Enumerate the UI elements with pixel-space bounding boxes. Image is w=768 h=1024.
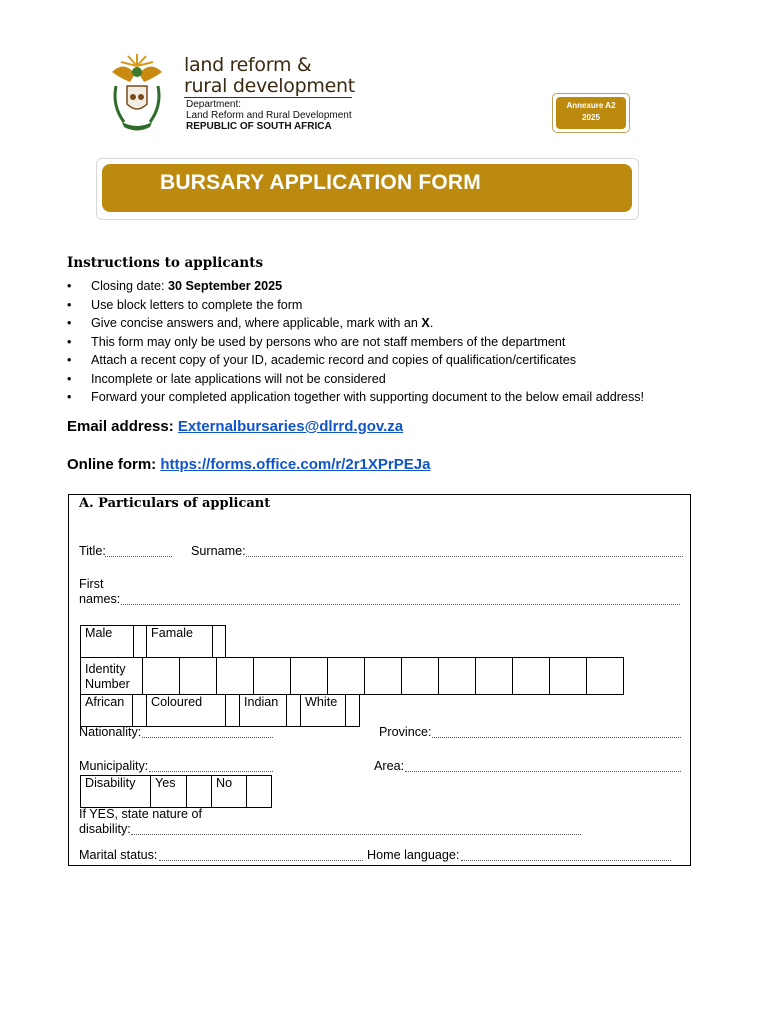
id-digit-box[interactable] [439, 658, 476, 695]
instructions-list [67, 277, 747, 407]
instruction-text: Use block letters to complete the form [91, 297, 303, 312]
instruction-text: . [429, 316, 434, 330]
instruction-text: Incomplete or late applications will not be considered [91, 371, 386, 386]
yes-label: Yes [151, 776, 187, 808]
id-digit-box[interactable] [217, 658, 254, 695]
dept-line-1: Department: [186, 99, 242, 110]
home-language-field[interactable] [461, 860, 671, 861]
annexure-badge [552, 93, 630, 133]
id-digit-box[interactable] [587, 658, 624, 695]
first-names-field[interactable] [121, 604, 680, 605]
marital-status-label: Marital status: [79, 848, 158, 862]
nationality-field[interactable] [142, 737, 273, 738]
id-digit-box[interactable] [476, 658, 513, 695]
white-checkbox[interactable] [346, 695, 360, 727]
annexure-label: Annexure A2 [566, 101, 616, 110]
disability-nature-label-2: disability: [79, 822, 131, 836]
list-item [67, 314, 747, 333]
online-form-link[interactable]: https://forms.office.com/r/2r1XPrPEJa [160, 456, 431, 473]
id-digit-box[interactable] [254, 658, 291, 695]
list-item [67, 388, 747, 407]
african-checkbox[interactable] [133, 695, 147, 727]
title-field[interactable] [105, 556, 172, 557]
area-field[interactable] [405, 771, 681, 772]
first-names-label-1: First [79, 577, 104, 591]
instructions-heading: Instructions to applicants [67, 255, 264, 271]
coloured-label: Coloured [147, 695, 226, 727]
bullet: • [67, 279, 72, 293]
female-label: Famale [147, 626, 213, 658]
province-label: Province: [379, 725, 432, 739]
indian-label: Indian [240, 695, 287, 727]
id-digit-box[interactable] [402, 658, 439, 695]
closing-date: 30 September 2025 [168, 279, 283, 293]
list-item [67, 277, 747, 296]
identity-number-label [81, 658, 143, 695]
area-label: Area: [374, 759, 405, 773]
bullet: • [67, 334, 72, 349]
list-item [67, 351, 747, 370]
surname-field[interactable] [246, 556, 683, 557]
id-digit-box[interactable] [291, 658, 328, 695]
marital-status-field[interactable] [159, 860, 363, 861]
gender-table [80, 625, 226, 658]
municipality-field[interactable] [149, 771, 273, 772]
id-label-line-2: Number [85, 677, 130, 691]
disability-label: Disability [81, 776, 151, 808]
id-digit-box[interactable] [550, 658, 587, 695]
annexure-year: 2025 [582, 113, 600, 122]
bullet: • [67, 371, 72, 386]
brand-name [184, 55, 355, 97]
male-label: Male [81, 626, 134, 658]
no-checkbox[interactable] [247, 776, 272, 808]
list-item [67, 333, 747, 352]
section-title: A. Particulars of applicant [79, 496, 271, 511]
bullet: • [67, 390, 72, 404]
title-label: Title: [79, 544, 106, 558]
closing-label: Closing date: [91, 279, 169, 293]
brand-divider [184, 97, 352, 98]
surname-label: Surname: [191, 544, 246, 558]
indian-checkbox[interactable] [287, 695, 301, 727]
dept-line-2: Land Reform and Rural Development [186, 110, 352, 121]
list-item [67, 370, 747, 389]
instruction-text: Attach a recent copy of your ID, academic record and copies of qualification/certificates [91, 353, 577, 367]
home-language-label: Home language: [367, 848, 460, 862]
mark-x: X [421, 316, 430, 330]
instruction-text: This form may only be used by persons who are not staff members of the department [91, 334, 566, 349]
bullet: • [67, 297, 72, 312]
id-digit-box[interactable] [328, 658, 365, 695]
instruction-text: Forward your completed application together with supporting document to the below email address! [91, 390, 645, 404]
online-form-label: Online form: [67, 456, 161, 473]
no-label: No [212, 776, 247, 808]
yes-checkbox[interactable] [187, 776, 212, 808]
nationality-label: Nationality: [79, 725, 142, 739]
race-table [80, 694, 360, 727]
disability-table [80, 775, 272, 808]
online-form-line [67, 456, 430, 473]
email-line [67, 418, 403, 435]
coloured-checkbox[interactable] [226, 695, 240, 727]
department-name [186, 99, 352, 132]
coat-of-arms-icon [108, 52, 166, 134]
disability-nature-field[interactable] [131, 834, 581, 835]
dept-line-3: REPUBLIC OF SOUTH AFRICA [186, 121, 332, 132]
brand-line-2: rural development [184, 75, 355, 97]
id-label-line-1: Identity [85, 662, 126, 676]
id-digit-box[interactable] [365, 658, 402, 695]
brand-line-1: land reform & [184, 54, 312, 76]
id-digit-box[interactable] [180, 658, 217, 695]
female-checkbox[interactable] [213, 626, 226, 658]
disability-nature-label-1: If YES, state nature of [79, 807, 202, 821]
bullet: • [67, 316, 72, 330]
african-label: African [81, 695, 133, 727]
instruction-text: Give concise answers and, where applicable, mark with an [91, 316, 422, 330]
identity-number-table [80, 657, 624, 695]
id-digit-box[interactable] [143, 658, 180, 695]
id-digit-box[interactable] [513, 658, 550, 695]
form-title: BURSARY APPLICATION FORM [160, 171, 481, 194]
province-field[interactable] [432, 737, 681, 738]
email-label: Email address: [67, 418, 178, 435]
email-link[interactable]: Externalbursaries@dlrrd.gov.za [177, 418, 404, 435]
bullet: • [67, 353, 72, 367]
first-names-label-2: names: [79, 592, 121, 606]
male-checkbox[interactable] [134, 626, 147, 658]
municipality-label: Municipality: [79, 759, 149, 773]
white-label: White [301, 695, 346, 727]
list-item [67, 296, 747, 315]
